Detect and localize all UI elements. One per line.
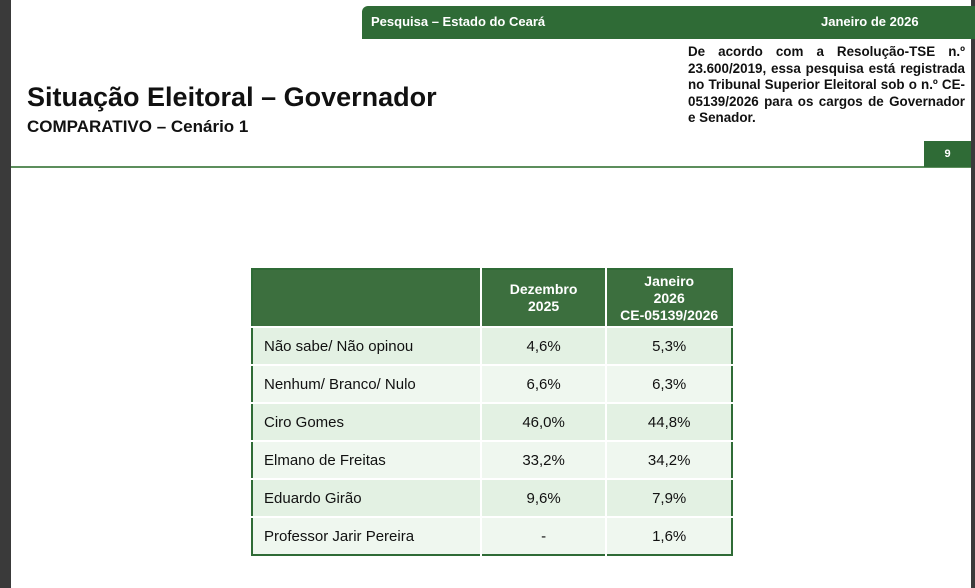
value-january: 44,8%: [606, 403, 732, 441]
value-january: 6,3%: [606, 365, 732, 403]
header-december-year: 2025: [528, 298, 560, 314]
value-december: 9,6%: [481, 479, 607, 517]
value-january: 5,3%: [606, 327, 732, 365]
value-january: 1,6%: [606, 517, 732, 555]
value-december: 4,6%: [481, 327, 607, 365]
results-table: [251, 268, 733, 556]
row-label: Eduardo Girão: [252, 479, 481, 517]
value-december: 6,6%: [481, 365, 607, 403]
header-january-month: Janeiro: [644, 272, 695, 289]
window-frame-right: [971, 0, 975, 588]
table-row: [252, 517, 732, 555]
table-row: [252, 403, 732, 441]
value-january: 7,9%: [606, 479, 732, 517]
value-december: 46,0%: [481, 403, 607, 441]
header-december: [481, 269, 607, 327]
value-december: 33,2%: [481, 441, 607, 479]
legal-note: De acordo com a Resolução-TSE n.º 23.600/2019, essa pesquisa está registrada no Tribunal Superior Eleitoral sob o n.º CE-05139/2026 para os cargos de Governador e Senador.: [688, 44, 965, 125]
table-row: [252, 365, 732, 403]
top-banner: [362, 6, 975, 39]
date-label: Janeiro de 2026: [821, 14, 919, 29]
table-row: [252, 441, 732, 479]
header-divider: [11, 166, 971, 168]
header-empty-cell: [252, 269, 481, 327]
row-label: Não sabe/ Não opinou: [252, 327, 481, 365]
value-december: -: [481, 517, 607, 555]
value-january: 34,2%: [606, 441, 732, 479]
header-january-year: 2026: [653, 289, 685, 306]
row-label: Nenhum/ Branco/ Nulo: [252, 365, 481, 403]
window-frame-left: [0, 0, 11, 588]
page-subtitle: COMPARATIVO – Cenário 1: [27, 117, 249, 136]
header-january: [606, 269, 732, 327]
row-label: Elmano de Freitas: [252, 441, 481, 479]
page-number: 9: [924, 141, 971, 167]
row-label: Professor Jarir Pereira: [252, 517, 481, 555]
table-header-row: [252, 269, 732, 327]
row-label: Ciro Gomes: [252, 403, 481, 441]
table-row: [252, 327, 732, 365]
survey-label: Pesquisa – Estado do Ceará: [371, 14, 546, 29]
table-row: [252, 479, 732, 517]
header-january-registration: CE-05139/2026: [620, 306, 719, 323]
header-december-month: Dezembro: [509, 281, 578, 297]
page-title: Situação Eleitoral – Governador: [27, 82, 437, 112]
